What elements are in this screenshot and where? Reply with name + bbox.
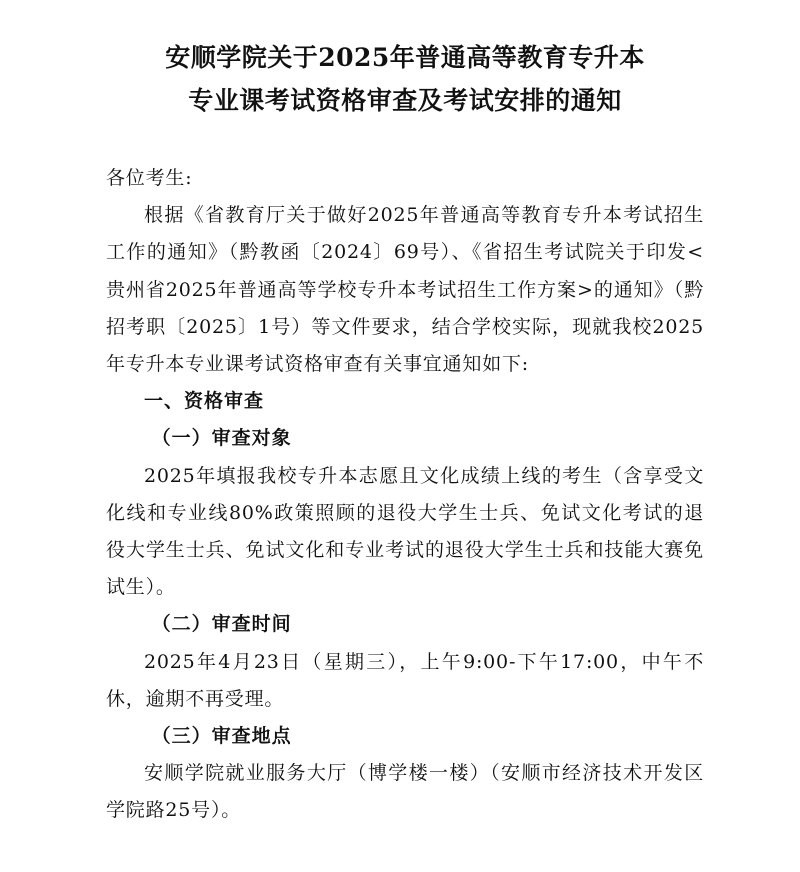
review-targets-paragraph: 2025年填报我校专升本志愿且文化成绩上线的考生（含享受文化线和专业线80%政策照顾的退役大学生士兵、免试文化考试的退役大学生士兵、免试文化和专业考试的退役大学生士兵和技能大赛免试生）。: [106, 464, 704, 599]
intro-paragraph: 根据《省教育厅关于做好2025年普通高等教育专升本考试招生工作的通知》（黔教函〔2024〕69号）、《省招生考试院关于印发<贵州省2025年普通高等学校专升本考试招生工作方案>的通知》（黔招考职〔2025〕1号）等文件要求，结合学校实际，现就我校2025年专升本专业课考试资格审查有关事宜通知如下:: [106, 204, 704, 376]
review-location-paragraph: 安顺学院就业服务大厅（博学楼一楼）（安顺市经济技术开发区学院路25号）。: [106, 762, 704, 822]
notice-title-line-2: 专业课考试资格审查及考试安排的通知: [188, 86, 622, 115]
salutation: 各位考生:: [106, 167, 193, 189]
subsection-heading-review-targets: （一）审查对象: [151, 427, 292, 450]
section-heading-eligibility-review: 一、资格审查: [144, 390, 265, 413]
review-time-paragraph: 2025年4月23日（星期三），上午9:00-下午17:00，中午不休，逾期不再受理。: [106, 650, 704, 710]
subsection-heading-review-location: （三）审查地点: [151, 725, 292, 748]
notice-title-line-1: 安顺学院关于2025年普通高等教育专升本: [165, 43, 645, 72]
subsection-heading-review-time: （二）审查时间: [151, 613, 292, 636]
notice-body: [106, 160, 704, 830]
